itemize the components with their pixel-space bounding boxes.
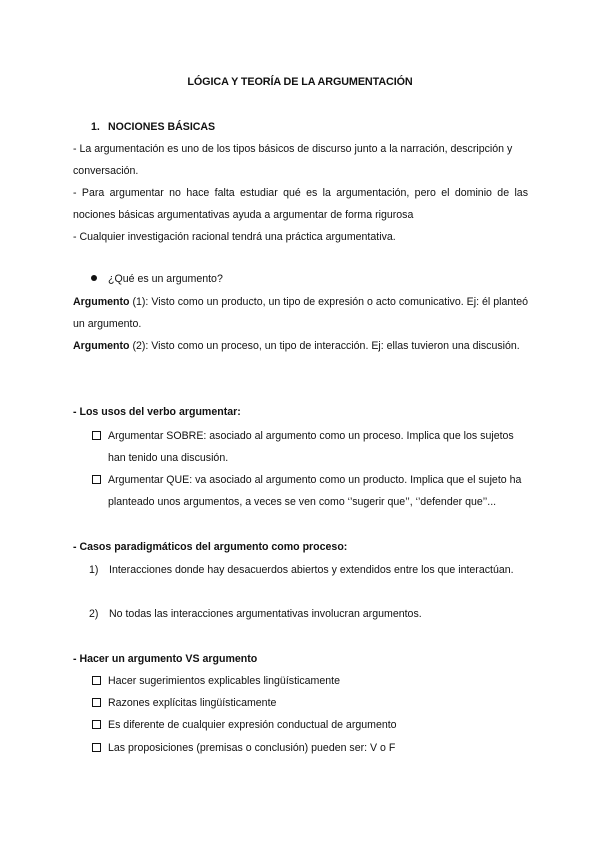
usos-item xyxy=(92,469,528,513)
section-title: NOCIONES BÁSICAS xyxy=(108,121,216,133)
casos-item xyxy=(89,559,528,581)
hacer-item xyxy=(92,692,528,714)
intro-paragraph-3: - Cualquier investigación racional tendrá una práctica argumentativa. xyxy=(73,231,396,243)
section-heading xyxy=(91,116,215,138)
bullet-dot-icon xyxy=(91,275,97,281)
usos-heading: - Los usos del verbo argumentar: xyxy=(73,406,241,418)
definition-term: Argumento xyxy=(73,296,130,308)
checkbox-square-icon xyxy=(92,698,101,707)
definition-text: (2): Visto como un proceso, un tipo de interacción. Ej: ellas tuvieron una discusión. xyxy=(129,340,520,352)
casos-item-text: No todas las interacciones argumentativas involucran argumentos. xyxy=(109,608,422,620)
hacer-item-text: Hacer sugerimientos explicables lingüísticamente xyxy=(108,675,340,687)
intro-paragraph-2: - Para argumentar no hace falta estudiar qué es la argumentación, pero el dominio de las nociones básicas argumentativas ayuda a argumentar de forma rigurosa xyxy=(73,187,528,221)
definition-text: (1): Visto como un producto, un tipo de expresión o acto comunicativo. Ej: él planteó un argumento. xyxy=(73,296,528,330)
intro-paragraph-1: - La argumentación es uno de los tipos básicos de discurso junto a la narración, descripción y conversación. xyxy=(73,143,513,177)
hacer-item xyxy=(92,737,528,759)
casos-item xyxy=(89,603,528,625)
casos-heading: - Casos paradigmáticos del argumento como proceso: xyxy=(73,541,348,553)
hacer-item-text: Razones explícitas lingüísticamente xyxy=(108,697,277,709)
question-bullet xyxy=(91,268,223,290)
definition-term: Argumento xyxy=(73,340,130,352)
usos-item-text: Argumentar QUE: va asociado al argumento como un producto. Implica que el sujeto ha planteado unos argumentos, a veces se ven como ‘’sugerir que’’, ‘’defender que’’... xyxy=(108,474,522,508)
checkbox-square-icon xyxy=(92,720,101,729)
page-title: LÓGICA Y TEORÍA DE LA ARGUMENTACIÓN xyxy=(187,76,413,88)
hacer-item xyxy=(92,670,528,692)
hacer-item-text: Las proposiciones (premisas o conclusión) pueden ser: V o F xyxy=(108,742,396,754)
casos-item-text: Interacciones donde hay desacuerdos abiertos y extendidos entre los que interactúan. xyxy=(109,564,514,576)
checkbox-square-icon xyxy=(92,676,101,685)
hacer-item-text: Es diferente de cualquier expresión conductual de argumento xyxy=(108,719,397,731)
checkbox-square-icon xyxy=(92,475,101,484)
question-text: ¿Qué es un argumento? xyxy=(108,273,223,285)
hacer-heading: - Hacer un argumento VS argumento xyxy=(73,653,258,665)
hacer-item xyxy=(92,714,528,736)
checkbox-square-icon xyxy=(92,743,101,752)
definition-1 xyxy=(73,291,528,335)
casos-item-number: 2) xyxy=(89,608,99,620)
definition-2 xyxy=(73,335,528,357)
section-number: 1. xyxy=(91,121,100,133)
usos-item-text: Argumentar SOBRE: asociado al argumento como un proceso. Implica que los sujetos han tenido una discusión. xyxy=(108,430,514,464)
checkbox-square-icon xyxy=(92,431,101,440)
casos-item-number: 1) xyxy=(89,564,99,576)
usos-item xyxy=(92,425,528,469)
